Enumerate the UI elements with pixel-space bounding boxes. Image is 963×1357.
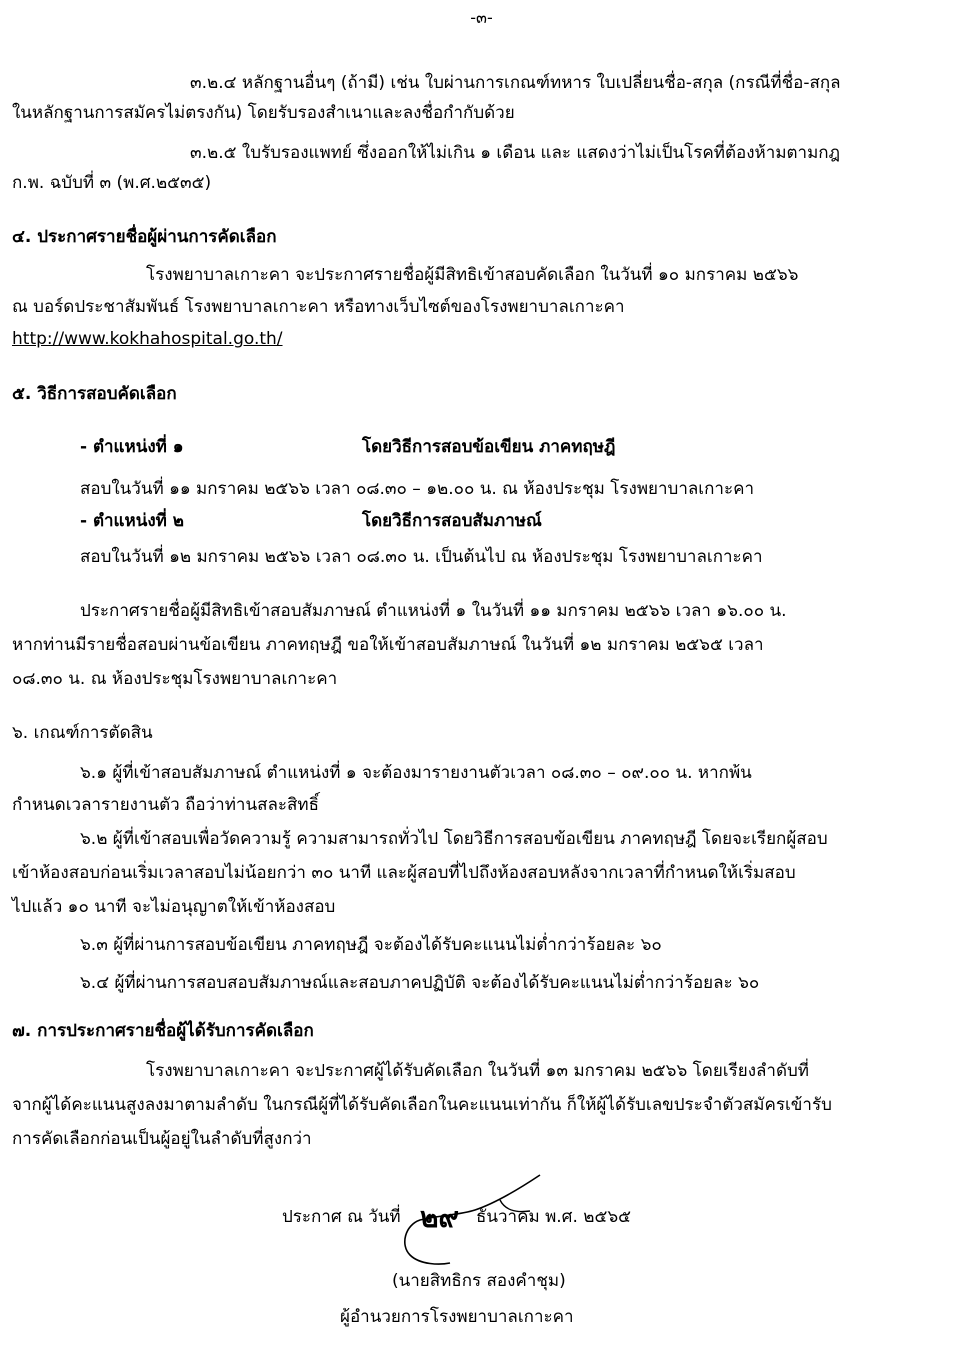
signer-name: (นายสิทธิกร สองคำชุม) xyxy=(392,1271,566,1291)
section-5-note-line-3: ๐๘.๓๐ น. ณ ห้องประชุมโรงพยาบาลเกาะคา xyxy=(12,669,338,689)
criteria-6-2-line-2: เข้าห้องสอบก่อนเริ่มเวลาสอบไม่น้อยกว่า ๓๐ นาที และผู้สอบที่ไปถึงห้องสอบหลังจากเวลาที่กำหนดให้เริ่มสอบ xyxy=(12,863,796,883)
criteria-6-1-line-1: ๖.๑ ผู้ที่เข้าสอบสัมภาษณ์ ตำแหน่งที่ ๑ จะต้องมารายงานตัวเวลา ๐๘.๓๐ – ๐๙.๐๐ น. หากพ้น xyxy=(80,763,752,783)
signer-title: ผู้อำนวยการโรงพยาบาลเกาะคา xyxy=(340,1307,574,1327)
section-6-heading: ๖. เกณฑ์การตัดสิน xyxy=(12,723,153,743)
section-7-line-1: โรงพยาบาลเกาะคา จะประกาศผู้ได้รับคัดเลือก ในวันที่ ๑๓ มกราคม ๒๕๖๖ โดยเรียงลำดับที่ xyxy=(146,1061,809,1081)
announcement-date-suffix: ธันวาคม พ.ศ. ๒๕๖๕ xyxy=(476,1207,632,1227)
section-4-heading: ๔. ประกาศรายชื่อผู้ผ่านการคัดเลือก xyxy=(12,227,277,247)
position-2-label: - ตำแหน่งที่ ๒ xyxy=(80,511,184,531)
criteria-6-4: ๖.๔ ผู้ที่ผ่านการสอบสอบสัมภาษณ์และสอบภาคปฏิบัติ จะต้องได้รับคะแนนไม่ต่ำกว่าร้อยละ ๖๐ xyxy=(80,973,760,993)
clause-3-2-4-line-2: ในหลักฐานการสมัครไม่ตรงกัน) โดยรับรองสำเนาและลงชื่อกำกับด้วย xyxy=(12,103,515,123)
section-7-line-3: การคัดเลือกก่อนเป็นผู้อยู่ในลำดับที่สูงกว่า xyxy=(12,1129,312,1149)
section-5-note-line-1: ประกาศรายชื่อผู้มีสิทธิเข้าสอบสัมภาษณ์ ตำแหน่งที่ ๑ ในวันที่ ๑๑ มกราคม ๒๕๖๖ เวลา ๑๖.๐๐ น. xyxy=(80,601,787,621)
criteria-6-2-line-1: ๖.๒ ผู้ที่เข้าสอบเพื่อวัดความรู้ ความสามารถทั่วไป โดยวิธีการสอบข้อเขียน ภาคทฤษฎี โดยจะเรียกผู้สอบ xyxy=(80,829,828,849)
section-7-heading: ๗. การประกาศรายชื่อผู้ได้รับการคัดเลือก xyxy=(12,1021,314,1041)
section-4-line-1: โรงพยาบาลเกาะคา จะประกาศรายชื่อผู้มีสิทธิเข้าสอบคัดเลือก ในวันที่ ๑๐ มกราคม ๒๕๖๖ xyxy=(146,265,799,285)
section-5-note-line-2: หากท่านมีรายชื่อสอบผ่านข้อเขียน ภาคทฤษฎี ขอให้เข้าสอบสัมภาษณ์ ในวันที่ ๑๒ มกราคม ๒๕๖๕ เวลา xyxy=(12,635,764,655)
position-1-detail: สอบในวันที่ ๑๑ มกราคม ๒๕๖๖ เวลา ๐๘.๓๐ – ๑๒.๐๐ น. ณ ห้องประชุม โรงพยาบาลเกาะคา xyxy=(80,479,755,499)
position-2-method: โดยวิธีการสอบสัมภาษณ์ xyxy=(362,511,542,531)
announcement-date-prefix: ประกาศ ณ วันที่ xyxy=(282,1207,401,1227)
criteria-6-1-line-2: กำหนดเวลารายงานตัว ถือว่าท่านสละสิทธิ์ xyxy=(12,795,319,815)
section-5-heading: ๕. วิธีการสอบคัดเลือก xyxy=(12,384,177,404)
section-4-line-2: ณ บอร์ดประชาสัมพันธ์ โรงพยาบาลเกาะคา หรือทางเว็บไซต์ของโรงพยาบาลเกาะคา xyxy=(12,297,625,317)
clause-3-2-5-line-1: ๓.๒.๕ ใบรับรองแพทย์ ซึ่งออกให้ไม่เกิน ๑ เดือน และ แสดงว่าไม่เป็นโรคที่ต้องห้ามตามกฎ xyxy=(190,143,841,163)
section-7-line-2: จากผู้ได้คะแนนสูงลงมาตามลำดับ ในกรณีผู้ที่ได้รับคัดเลือกในคะแนนเท่ากัน ก็ให้ผู้ได้รับเลขประจำตัวสมัครเข้ารับ xyxy=(12,1095,832,1115)
handwritten-day: ๒๙ xyxy=(420,1201,459,1234)
signature-icon xyxy=(380,1165,590,1275)
position-1-label: - ตำแหน่งที่ ๑ xyxy=(80,437,184,457)
position-2-detail: สอบในวันที่ ๑๒ มกราคม ๒๕๖๖ เวลา ๐๘.๓๐ น. เป็นต้นไป ณ ห้องประชุม โรงพยาบาลเกาะคา xyxy=(80,547,763,567)
page-number: -๓- xyxy=(470,8,493,27)
clause-3-2-5-line-2: ก.พ. ฉบับที่ ๓ (พ.ศ.๒๕๓๕) xyxy=(12,173,212,193)
clause-3-2-4-line-1: ๓.๒.๔ หลักฐานอื่นๆ (ถ้ามี) เช่น ใบผ่านการเกณฑ์ทหาร ใบเปลี่ยนชื่อ-สกุล (กรณีที่ชื่อ-สกุล xyxy=(190,73,841,93)
criteria-6-3: ๖.๓ ผู้ที่ผ่านการสอบข้อเขียน ภาคทฤษฎี จะต้องได้รับคะแนนไม่ต่ำกว่าร้อยละ ๖๐ xyxy=(80,935,662,955)
criteria-6-2-line-3: ไปแล้ว ๑๐ นาที จะไม่อนุญาตให้เข้าห้องสอบ xyxy=(12,897,336,917)
hospital-website-link[interactable]: http://www.kokhahospital.go.th/ xyxy=(12,329,283,349)
position-1-method: โดยวิธีการสอบข้อเขียน ภาคทฤษฎี xyxy=(362,437,616,457)
